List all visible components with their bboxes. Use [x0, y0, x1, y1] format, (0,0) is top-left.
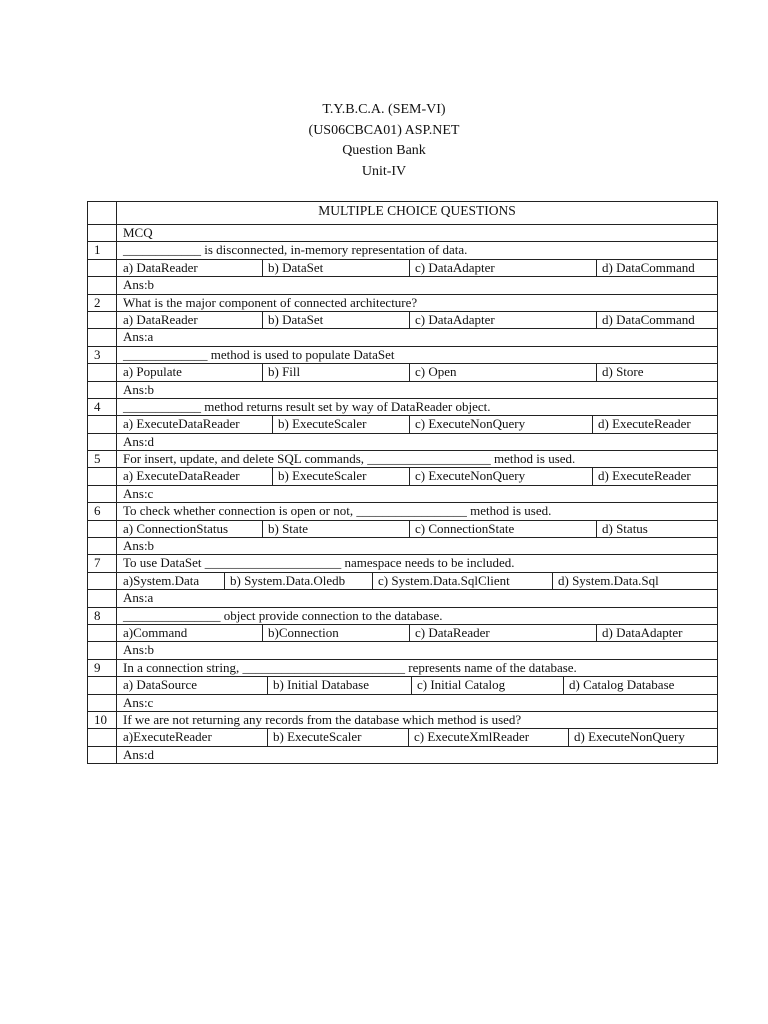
option-d: d) Status — [596, 521, 717, 537]
question-row — [88, 554, 717, 571]
option-d: d) Store — [596, 364, 717, 380]
number-cell — [88, 486, 117, 502]
option-c: c) DataAdapter — [409, 312, 596, 328]
number-cell — [88, 747, 117, 763]
option-c: c) ExecuteXmlReader — [408, 729, 568, 745]
option-c: c) ExecuteNonQuery — [409, 416, 592, 432]
question-text: What is the major component of connected architecture? — [123, 294, 418, 310]
option-c: c) System.Data.SqlClient — [372, 573, 552, 589]
answer-text: Ans:b — [123, 642, 155, 658]
question-number: 2 — [88, 295, 117, 311]
option-b: b) DataSet — [262, 312, 409, 328]
options-row — [88, 259, 717, 276]
number-cell — [88, 225, 117, 241]
option-d: d) Catalog Database — [563, 677, 717, 693]
answer-row — [88, 537, 717, 554]
number-cell — [88, 312, 117, 328]
option-a: a)Command — [123, 624, 188, 640]
number-cell — [88, 260, 117, 276]
question-row — [88, 241, 717, 258]
number-cell — [88, 202, 117, 224]
question-row — [88, 294, 717, 311]
option-c: c) Initial Catalog — [411, 677, 563, 693]
answer-text: Ans:b — [123, 277, 155, 293]
question-row — [88, 607, 717, 624]
answer-row — [88, 328, 717, 345]
number-cell — [88, 538, 117, 554]
answer-text: Ans:d — [123, 433, 155, 449]
question-row — [88, 346, 717, 363]
option-a: a) DataReader — [123, 311, 198, 327]
question-number: 7 — [88, 555, 117, 571]
question-text: For insert, update, and delete SQL commands, ___________________ method is used. — [123, 451, 576, 467]
answer-row — [88, 641, 717, 658]
option-b: b) Initial Database — [267, 677, 411, 693]
option-d: d) ExecuteReader — [592, 416, 717, 432]
answer-text: Ans:a — [123, 329, 154, 345]
number-cell — [88, 677, 117, 693]
number-cell — [88, 329, 117, 345]
question-number: 9 — [88, 660, 117, 676]
option-a: a) ConnectionStatus — [123, 520, 229, 536]
option-d: d) DataAdapter — [596, 625, 717, 641]
question-number: 3 — [88, 347, 117, 363]
options-row — [88, 624, 717, 641]
answer-row — [88, 485, 717, 502]
option-d: d) ExecuteNonQuery — [568, 729, 717, 745]
question-text: _______________ object provide connection to the database. — [123, 607, 443, 623]
answer-text: Ans:d — [123, 746, 155, 762]
options-row — [88, 676, 717, 693]
number-cell — [88, 416, 117, 432]
options-row — [88, 363, 717, 380]
number-cell — [88, 695, 117, 711]
option-c: c) DataReader — [409, 625, 596, 641]
table-title: MULTIPLE CHOICE QUESTIONS — [318, 203, 516, 218]
question-text: _____________ method is used to populate DataSet — [123, 346, 395, 362]
question-row — [88, 502, 717, 519]
question-text: ____________ method returns result set by way of DataReader object. — [123, 398, 491, 414]
number-cell — [88, 382, 117, 398]
number-cell — [88, 468, 117, 484]
number-cell — [88, 625, 117, 641]
answer-row — [88, 433, 717, 450]
question-row — [88, 659, 717, 676]
option-b: b)Connection — [262, 625, 409, 641]
options-row — [88, 467, 717, 484]
course-title: T.Y.B.C.A. (SEM-VI) — [322, 102, 446, 117]
options-row — [88, 415, 717, 432]
option-b: b) ExecuteScaler — [272, 416, 409, 432]
number-cell — [88, 364, 117, 380]
option-d: d) System.Data.Sql — [552, 573, 717, 589]
document-header — [0, 100, 768, 182]
number-cell — [88, 590, 117, 606]
answer-text: Ans:b — [123, 381, 155, 397]
number-cell — [88, 729, 117, 745]
options-row — [88, 728, 717, 745]
answer-row — [88, 694, 717, 711]
answer-row — [88, 276, 717, 293]
option-d: d) DataCommand — [596, 312, 717, 328]
question-text: In a connection string, _________________________ represents name of the database. — [123, 659, 577, 675]
option-a: a)ExecuteReader — [123, 729, 212, 745]
question-number: 1 — [88, 242, 117, 258]
option-b: b) State — [262, 521, 409, 537]
question-row — [88, 450, 717, 467]
question-row — [88, 711, 717, 728]
question-number: 4 — [88, 399, 117, 415]
question-table — [87, 201, 718, 764]
question-text: If we are not returning any records from the database which method is used? — [123, 711, 522, 727]
option-a: a) ExecuteDataReader — [123, 416, 240, 432]
answer-text: Ans:c — [123, 485, 154, 501]
option-b: b) System.Data.Oledb — [224, 573, 372, 589]
table-title-row — [88, 202, 717, 224]
option-a: a) DataReader — [123, 259, 198, 275]
number-cell — [88, 277, 117, 293]
question-text: ____________ is disconnected, in-memory representation of data. — [123, 242, 468, 258]
option-c: c) DataAdapter — [409, 260, 596, 276]
answer-row — [88, 746, 717, 763]
option-b: b) Fill — [262, 364, 409, 380]
question-number: 8 — [88, 608, 117, 624]
section-row — [88, 224, 717, 241]
subject-code: (US06CBCA01) ASP.NET — [308, 122, 460, 138]
question-number: 10 — [88, 712, 117, 728]
question-number: 6 — [88, 503, 117, 519]
option-a: a) Populate — [123, 364, 182, 380]
question-text: To check whether connection is open or not, _________________ method is used. — [123, 503, 552, 519]
answer-text: Ans:b — [123, 538, 155, 554]
options-row — [88, 520, 717, 537]
number-cell — [88, 642, 117, 658]
option-b: b) ExecuteScaler — [272, 468, 409, 484]
section-label: MCQ — [123, 225, 153, 240]
number-cell — [88, 434, 117, 450]
option-b: b) DataSet — [262, 260, 409, 276]
option-c: c) ConnectionState — [409, 521, 596, 537]
option-d: d) DataCommand — [596, 260, 717, 276]
question-text: To use DataSet _____________________ namespace needs to be included. — [123, 555, 515, 571]
option-d: d) ExecuteReader — [592, 468, 717, 484]
options-row — [88, 572, 717, 589]
option-c: c) Open — [409, 364, 596, 380]
number-cell — [88, 573, 117, 589]
document-type: Question Bank — [342, 143, 426, 158]
question-number: 5 — [88, 451, 117, 467]
options-row — [88, 311, 717, 328]
answer-row — [88, 589, 717, 606]
question-row — [88, 398, 717, 415]
option-a: a)System.Data — [123, 572, 200, 588]
answer-text: Ans:a — [123, 590, 154, 606]
number-cell — [88, 521, 117, 537]
answer-row — [88, 381, 717, 398]
answer-text: Ans:c — [123, 694, 154, 710]
option-b: b) ExecuteScaler — [267, 729, 408, 745]
option-a: a) ExecuteDataReader — [123, 468, 240, 484]
option-c: c) ExecuteNonQuery — [409, 468, 592, 484]
unit-label: Unit-IV — [361, 163, 407, 179]
option-a: a) DataSource — [123, 677, 197, 693]
